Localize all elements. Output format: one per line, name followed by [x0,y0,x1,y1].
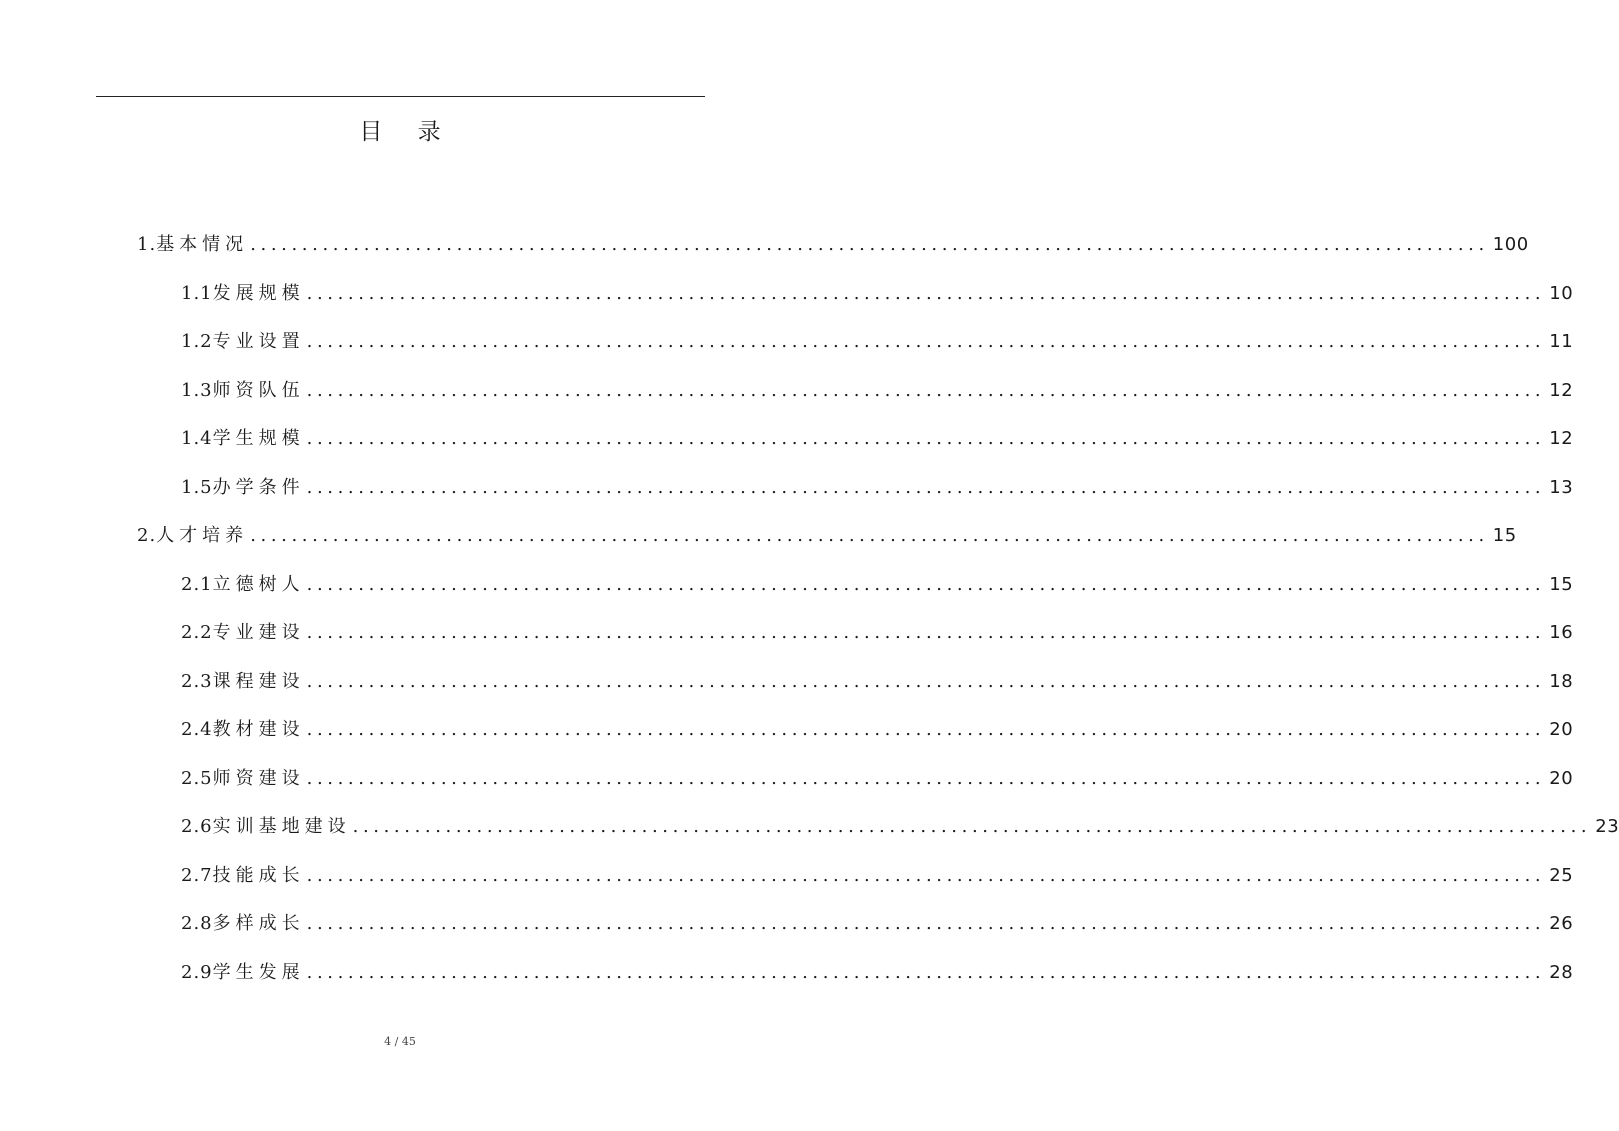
toc-entry-page: 20 [1549,719,1574,741]
dot-leader: ........................................................................................................................ [250,234,1489,256]
toc-entry[interactable] [0,512,1517,561]
dot-leader: ........................................................................................................................ [306,282,1546,304]
dot-leader: ........................................................................................................................ [306,476,1546,498]
toc-entry-number: 2.6 [181,816,213,838]
toc-entry[interactable] [0,415,1574,464]
dot-leader: ........................................................................................................................ [352,816,1592,838]
toc-entry-label: 专业设置 [212,331,305,353]
toc-entry-page: 13 [1549,476,1574,498]
toc-entry[interactable] [0,658,1574,707]
toc-entry[interactable] [0,852,1574,901]
toc-entry-label: 师资建设 [212,767,305,789]
toc-entry-number: 1.3 [181,379,213,401]
toc-entry-number: 1.2 [181,331,213,353]
page-number: 4 / 45 [384,1035,416,1048]
toc-entry-label: 专业建设 [212,622,305,644]
toc-entry[interactable] [0,609,1574,658]
toc-entry[interactable] [0,900,1574,949]
header-rule [96,96,705,97]
toc-entry-page: 11 [1549,331,1574,353]
dot-leader: ........................................................................................................................ [306,622,1546,644]
toc-entry-number: 2.9 [181,961,213,983]
toc-entry-label: 师资队伍 [212,379,305,401]
toc-entry-label: 办学条件 [212,476,305,498]
toc-entry[interactable] [0,221,1529,270]
toc-entry-label: 教材建设 [212,719,305,741]
page-title: 目 录 [359,119,455,145]
table-of-contents [0,221,1619,997]
toc-entry-number: 1.4 [181,428,213,450]
toc-entry[interactable] [0,318,1574,367]
toc-entry[interactable] [0,755,1574,804]
toc-entry[interactable] [0,561,1574,610]
toc-entry-page: 28 [1549,961,1574,983]
toc-entry-label: 实训基地建设 [212,816,351,838]
dot-leader: ........................................................................................................................ [306,428,1546,450]
toc-entry-label: 学生规模 [212,428,305,450]
toc-entry-page: 16 [1549,622,1574,644]
toc-entry-page: 25 [1549,864,1574,886]
toc-entry-label: 立德树人 [212,573,305,595]
toc-entry[interactable] [0,367,1574,416]
toc-entry[interactable] [0,803,1619,852]
toc-entry-label: 人才培养 [156,525,249,547]
dot-leader: ........................................................................................................................ [306,573,1546,595]
toc-entry-number: 2.2 [181,622,213,644]
toc-entry-number: 2.1 [181,573,213,595]
toc-entry-label: 基本情况 [156,234,249,256]
toc-entry-label: 技能成长 [212,864,305,886]
toc-entry-page: 18 [1549,670,1574,692]
toc-entry-number: 1. [137,234,157,256]
toc-entry-number: 2.8 [181,913,213,935]
toc-entry-number: 2. [137,525,157,547]
toc-entry-page: 26 [1549,913,1574,935]
dot-leader: ........................................................................................................................ [306,864,1546,886]
dot-leader: ........................................................................................................................ [306,331,1546,353]
toc-entry-number: 2.4 [181,719,213,741]
toc-entry-label: 学生发展 [212,961,305,983]
dot-leader: ........................................................................................................................ [306,379,1546,401]
toc-entry-page: 100 [1492,234,1529,256]
toc-entry-page: 12 [1549,379,1574,401]
toc-entry[interactable] [0,949,1574,998]
dot-leader: ........................................................................................................................ [306,767,1546,789]
toc-entry[interactable] [0,706,1574,755]
toc-entry-page: 15 [1549,573,1574,595]
toc-entry-number: 2.5 [181,767,213,789]
toc-entry-page: 12 [1549,428,1574,450]
dot-leader: ........................................................................................................................ [306,913,1546,935]
toc-entry-number: 2.3 [181,670,213,692]
dot-leader: ........................................................................................................................ [250,525,1489,547]
dot-leader: ........................................................................................................................ [306,961,1546,983]
toc-entry-number: 2.7 [181,864,213,886]
toc-entry-page: 20 [1549,767,1574,789]
toc-entry-label: 多样成长 [212,913,305,935]
toc-entry-page: 15 [1492,525,1517,547]
toc-entry-label: 课程建设 [212,670,305,692]
dot-leader: ........................................................................................................................ [306,719,1546,741]
toc-entry[interactable] [0,270,1574,319]
toc-entry-page: 23 [1595,816,1619,838]
dot-leader: ........................................................................................................................ [306,670,1546,692]
toc-entry-number: 1.5 [181,476,213,498]
toc-entry-number: 1.1 [181,282,213,304]
toc-entry[interactable] [0,464,1574,513]
toc-entry-label: 发展规模 [212,282,305,304]
toc-entry-page: 10 [1549,282,1574,304]
